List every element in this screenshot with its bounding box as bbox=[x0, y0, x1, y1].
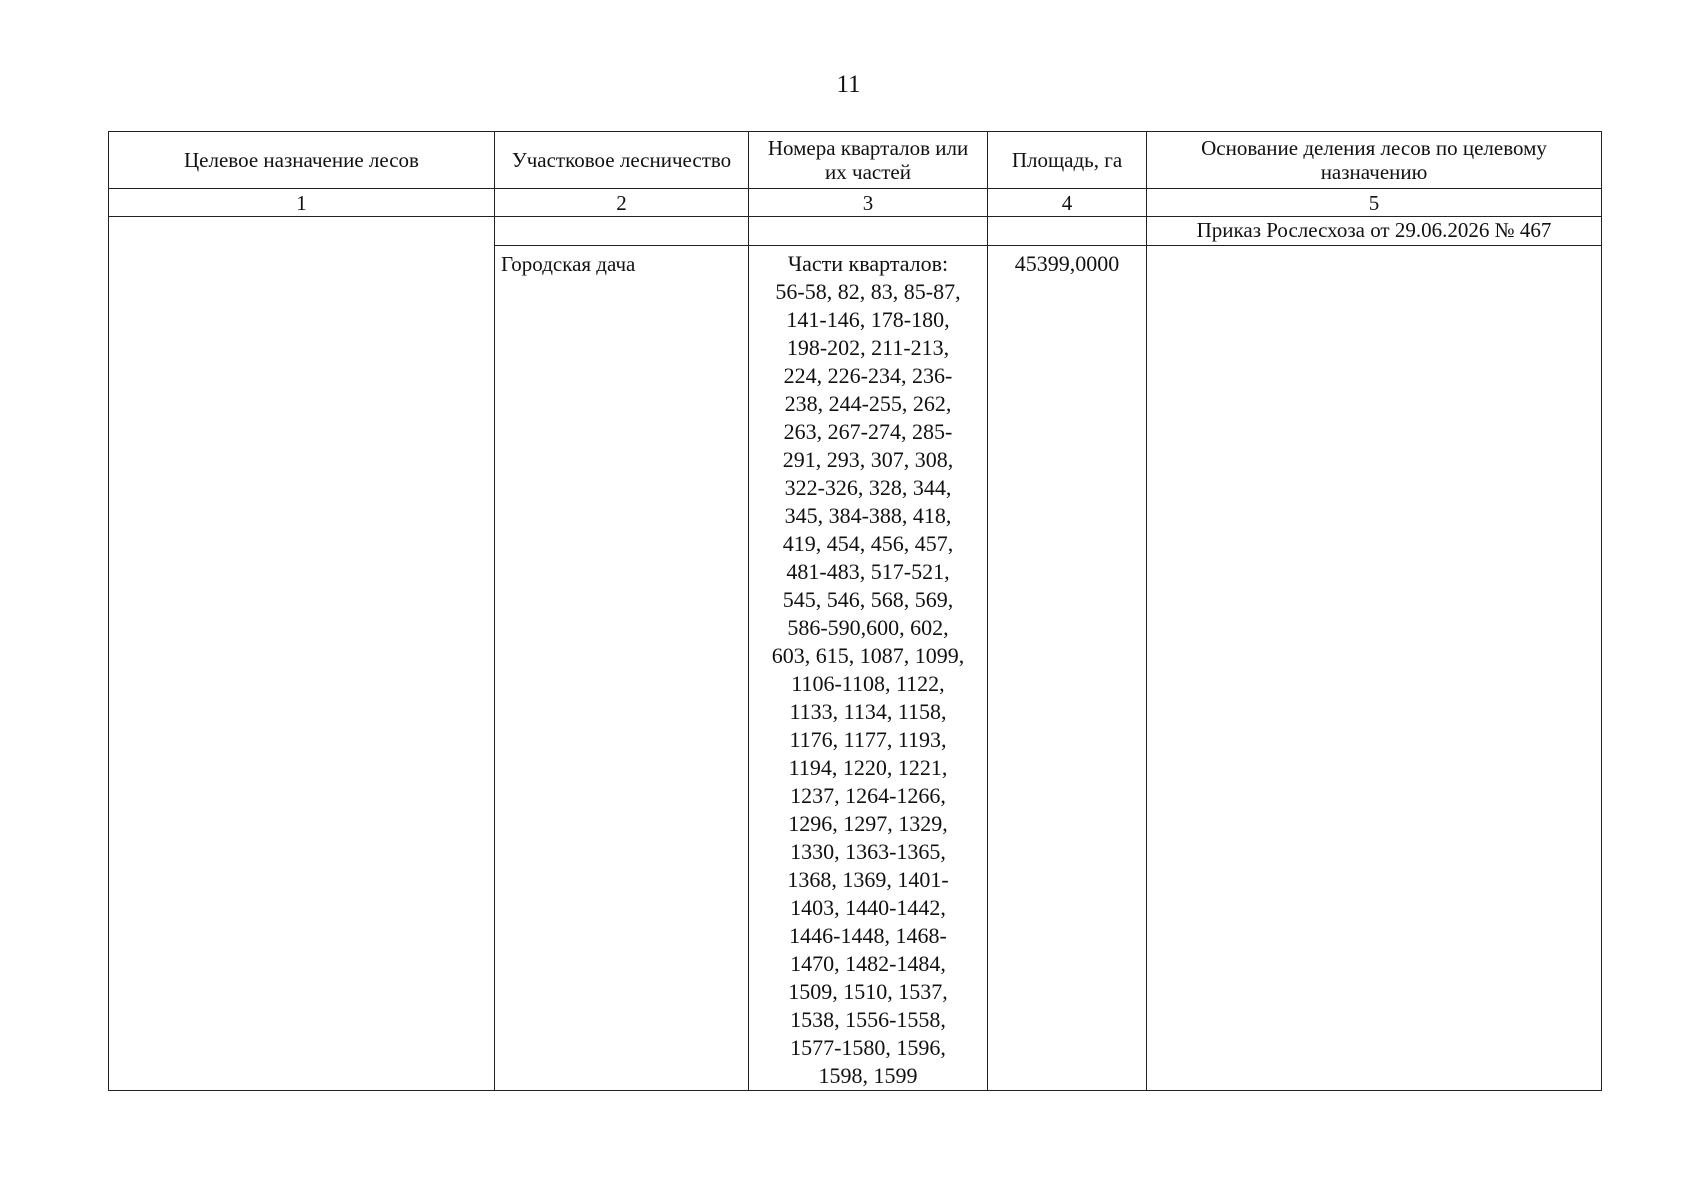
quarters-line: 481-483, 517-521, bbox=[786, 559, 950, 584]
header-purpose: Целевое назначение лесов bbox=[109, 132, 495, 189]
quarters-line: 1446-1448, 1468- bbox=[789, 923, 947, 948]
quarters-line: 545, 546, 568, 569, bbox=[782, 587, 954, 612]
basis-order-cell: Приказ Рослесхоза от 29.06.2026 № 467 bbox=[1147, 217, 1602, 246]
quarters-line: 1330, 1363-1365, bbox=[790, 839, 946, 864]
purpose-cell bbox=[109, 217, 495, 1091]
header-area: Площадь, га bbox=[988, 132, 1147, 189]
column-number-3: 3 bbox=[749, 189, 988, 217]
page-number: 11 bbox=[836, 71, 861, 98]
column-number-5: 5 bbox=[1147, 189, 1602, 217]
column-number-2: 2 bbox=[495, 189, 749, 217]
quarters-line: 586-590,600, 602, bbox=[787, 615, 949, 640]
quarters-line: 419, 454, 456, 457, bbox=[782, 531, 954, 556]
quarters-line: 1470, 1482-1484, bbox=[790, 951, 946, 976]
column-number-row bbox=[109, 189, 1602, 217]
header-quarters: Номера кварталов или их частей bbox=[749, 132, 988, 189]
quarters-line: 224, 226-234, 236- bbox=[783, 363, 953, 388]
column-number-4: 4 bbox=[988, 189, 1147, 217]
quarters-line: 1368, 1369, 1401- bbox=[787, 867, 949, 892]
header-forestry: Участковое лесничество bbox=[495, 132, 749, 189]
quarters-line: 603, 615, 1087, 1099, bbox=[771, 643, 965, 668]
quarters-list bbox=[755, 250, 981, 1090]
table-header-row bbox=[109, 132, 1602, 189]
quarters-line: 1194, 1220, 1221, bbox=[788, 755, 948, 780]
quarters-line: 238, 244-255, 262, bbox=[784, 391, 952, 416]
empty-cell bbox=[495, 217, 749, 246]
quarters-line: 1598, 1599 bbox=[818, 1063, 918, 1088]
forest-purpose-table bbox=[108, 131, 1602, 1091]
quarters-line: 198-202, 211-213, bbox=[786, 335, 950, 360]
forestry-cell: Городская дача bbox=[495, 246, 749, 1091]
quarters-line: 1509, 1510, 1537, bbox=[788, 979, 948, 1004]
quarters-line: 1133, 1134, 1158, bbox=[789, 699, 947, 724]
quarters-cell bbox=[749, 246, 988, 1091]
basis-cell bbox=[1147, 246, 1602, 1091]
column-number-1: 1 bbox=[109, 189, 495, 217]
table-row bbox=[109, 217, 1602, 246]
quarters-line: 56-58, 82, 83, 85-87, bbox=[775, 279, 961, 304]
quarters-line: 291, 293, 307, 308, bbox=[782, 447, 954, 472]
quarters-line: 1106-1108, 1122, bbox=[791, 671, 945, 696]
empty-cell bbox=[749, 217, 988, 246]
quarters-line: 345, 384-388, 418, bbox=[784, 503, 952, 528]
quarters-line: 1296, 1297, 1329, bbox=[788, 811, 948, 836]
area-cell: 45399,0000 bbox=[988, 246, 1147, 1091]
header-basis: Основание деления лесов по целевому назначению bbox=[1147, 132, 1602, 189]
quarters-line: 1577-1580, 1596, bbox=[790, 1035, 946, 1060]
empty-cell bbox=[988, 217, 1147, 246]
quarters-line: 1237, 1264-1266, bbox=[790, 783, 946, 808]
quarters-line: 141-146, 178-180, bbox=[786, 307, 950, 332]
quarters-line: 263, 267-274, 285- bbox=[783, 419, 953, 444]
quarters-line: Части кварталов: bbox=[787, 251, 949, 276]
quarters-line: 322-326, 328, 344, bbox=[784, 475, 952, 500]
quarters-line: 1538, 1556-1558, bbox=[790, 1007, 946, 1032]
quarters-line: 1176, 1177, 1193, bbox=[789, 727, 947, 752]
quarters-line: 1403, 1440-1442, bbox=[790, 895, 946, 920]
